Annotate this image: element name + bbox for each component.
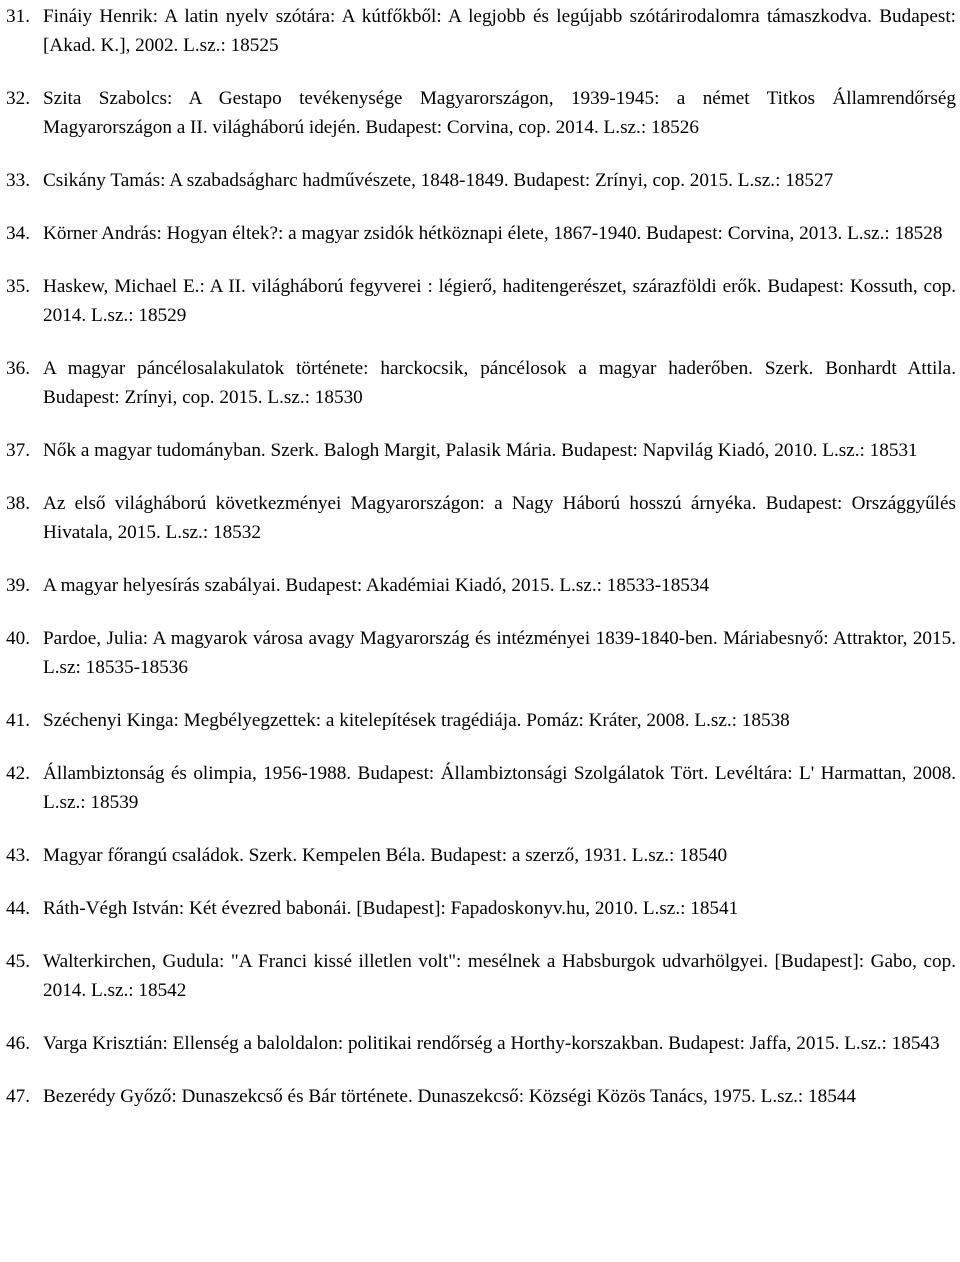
item-text: Magyar főrangú családok. Szerk. Kempelen Béla. Budapest: a szerző, 1931. L.sz.: 18540 xyxy=(43,845,728,866)
item-text: Csikány Tamás: A szabadságharc hadművészete, 1848-1849. Budapest: Zrínyi, cop. 2015. L.sz.: 18527 xyxy=(43,170,834,191)
acquisitions-list xyxy=(6,2,956,1111)
list-item-42 xyxy=(6,759,956,817)
item-text: Bezerédy Győző: Dunaszekcső és Bár története. Dunaszekcső: Községi Közös Tanács, 1975. L.sz.: 18544 xyxy=(43,1086,856,1107)
item-text: Ráth-Végh István: Két évezred babonái. [Budapest]: Fapadoskonyv.hu, 2010. L.sz.: 18541 xyxy=(43,898,739,919)
item-text: A magyar páncélosalakulatok története: harckocsik, páncélosok a magyar haderőben. Szerk. Bonhardt Attila. Budapest: Zrínyi, cop. 2015. L.sz.: 18530 xyxy=(43,358,956,408)
item-text: Haskew, Michael E.: A II. világháború fegyverei : légierő, haditengerészet, szárazföldi erők. Budapest: Kossuth, cop. 2014. L.sz.: 18529 xyxy=(43,276,956,326)
item-text: A magyar helyesírás szabályai. Budapest: Akadémiai Kiadó, 2015. L.sz.: 18533-18534 xyxy=(43,575,710,596)
item-number: 41. xyxy=(6,710,30,731)
item-number: 43. xyxy=(6,845,30,866)
item-number: 31. xyxy=(6,6,30,27)
list-item-38 xyxy=(6,489,956,547)
item-number: 42. xyxy=(6,763,30,784)
item-text: Az első világháború következményei Magyarországon: a Nagy Háború hosszú árnyéka. Budapest: Országgyűlés Hivatala, 2015. L.sz.: 18532 xyxy=(43,493,956,543)
list-item-32 xyxy=(6,84,956,142)
item-number: 38. xyxy=(6,493,30,514)
item-number: 37. xyxy=(6,440,30,461)
item-number: 32. xyxy=(6,88,30,109)
list-item-41 xyxy=(6,706,956,735)
item-number: 46. xyxy=(6,1033,30,1054)
list-item-40 xyxy=(6,624,956,682)
item-number: 39. xyxy=(6,575,30,596)
item-number: 44. xyxy=(6,898,30,919)
list-item-47 xyxy=(6,1082,956,1111)
list-item-46 xyxy=(6,1029,956,1058)
list-item-45 xyxy=(6,947,956,1005)
item-number: 45. xyxy=(6,951,30,972)
item-text: Állambiztonság és olimpia, 1956-1988. Budapest: Állambiztonsági Szolgálatok Tört. Levéltára: L' Harmattan, 2008. L.sz.: 18539 xyxy=(43,763,956,813)
list-item-33 xyxy=(6,166,956,195)
item-number: 47. xyxy=(6,1086,30,1107)
item-number: 33. xyxy=(6,170,30,191)
item-text: Nők a magyar tudományban. Szerk. Balogh Margit, Palasik Mária. Budapest: Napvilág Kiadó, 2010. L.sz.: 18531 xyxy=(43,440,918,461)
list-item-39 xyxy=(6,571,956,600)
list-item-44 xyxy=(6,894,956,923)
item-number: 40. xyxy=(6,628,30,649)
item-number: 36. xyxy=(6,358,30,379)
item-text: Szita Szabolcs: A Gestapo tevékenysége Magyarországon, 1939-1945: a német Titkos Államrendőrség Magyarországon a II. világháború idején. Budapest: Corvina, cop. 2014. L.sz.: 18526 xyxy=(43,88,956,138)
item-number: 35. xyxy=(6,276,30,297)
list-item-43 xyxy=(6,841,956,870)
item-number: 34. xyxy=(6,223,30,244)
item-text: Varga Krisztián: Ellenség a baloldalon: politikai rendőrség a Horthy-korszakban. Budapest: Jaffa, 2015. L.sz.: 18543 xyxy=(43,1033,940,1054)
list-item-35 xyxy=(6,272,956,330)
list-item-36 xyxy=(6,354,956,412)
list-item-34 xyxy=(6,219,956,248)
item-text: Fináiy Henrik: A latin nyelv szótára: A kútfőkből: A legjobb és legújabb szótárirodalomra támaszkodva. Budapest: [Akad. K.], 2002. L.sz.: 18525 xyxy=(43,6,956,56)
item-text: Széchenyi Kinga: Megbélyegzettek: a kitelepítések tragédiája. Pomáz: Kráter, 2008. L.sz.: 18538 xyxy=(43,710,790,731)
item-text: Walterkirchen, Gudula: "A Franci kissé illetlen volt": mesélnek a Habsburgok udvarhölgyei. [Budapest]: Gabo, cop. 2014. L.sz.: 18542 xyxy=(43,951,956,1001)
item-text: Pardoe, Julia: A magyarok városa avagy Magyarország és intézményei 1839-1840-ben. Máriabesnyő: Attraktor, 2015. L.sz: 18535-18536 xyxy=(43,628,956,678)
list-item-31 xyxy=(6,2,956,60)
item-text: Körner András: Hogyan éltek?: a magyar zsidók hétköznapi élete, 1867-1940. Budapest: Corvina, 2013. L.sz.: 18528 xyxy=(43,223,943,244)
list-item-37 xyxy=(6,436,956,465)
